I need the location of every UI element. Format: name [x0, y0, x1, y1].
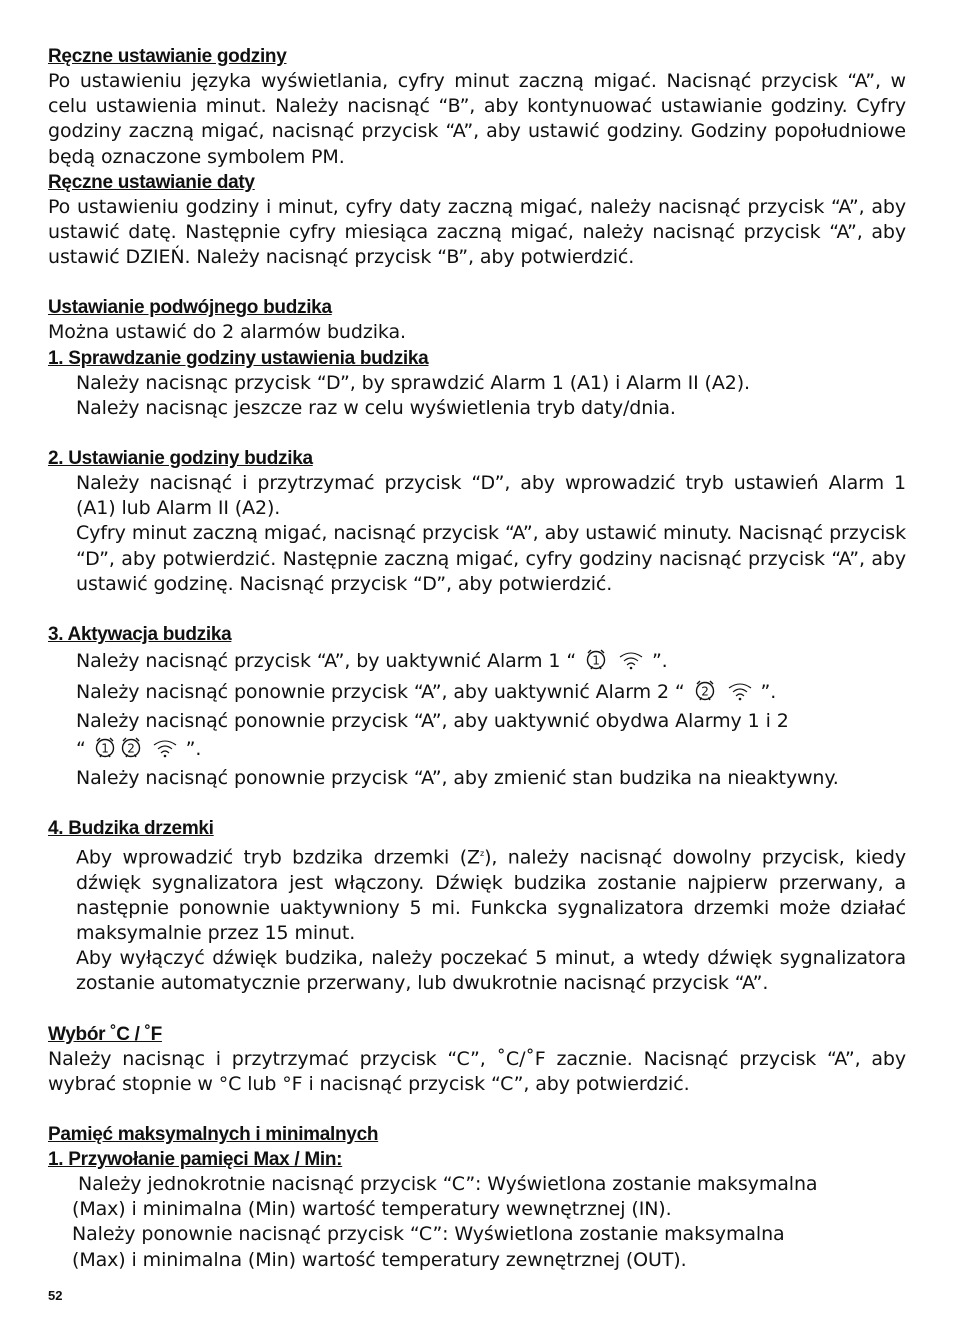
sound-waves-icon: [725, 680, 755, 709]
subheading-set-alarm: 2. Ustawianie godziny budzika: [48, 448, 313, 470]
subheading-recall-max-min: 1. Przywołanie pamięci Max / Min:: [48, 1149, 343, 1171]
section-heading-max-min-memory: Pamięć maksymalnych i minimalnych: [48, 1124, 379, 1146]
manual-date-text: Po ustawieniu godziny i minut, cyfry daty zaczną migać, należy nacisnąć przycisk “A”, aby ustawić datę. Następnie cyfry miesiąca zaczną migać, należy nacisnąć przycisk “A”, aby ustawić DZIEŃ. Należy nacisnąć przycisk “B”, aby potwierdzić.: [48, 195, 906, 269]
temp-unit-text: Należy nacisnąc i przytrzymać przycisk “C”, ˚C/˚F zacznie. Nacisnąć przycisk “A”, aby wybrać stopnie w °C lub °F i nacisnąć przycisk “C”, aby potwierdzić.: [48, 1047, 906, 1095]
snooze-sup: z: [479, 849, 485, 859]
activate-alarm-line-1-text: Należy nacisnąć przycisk “A”, by uaktywnić Alarm 1 “: [76, 650, 577, 673]
alarm-clock-1-icon: [92, 735, 118, 766]
subheading-snooze: 4. Budzika drzemki: [48, 818, 214, 840]
quote-close: ”.: [760, 681, 777, 704]
recall-line-3: Należy ponownie nacisnąć przycisk “C”: Wyświetlona zostanie maksymalna: [72, 1223, 785, 1246]
sound-waves-icon: [616, 649, 646, 678]
page-number: 52: [48, 1288, 63, 1303]
manual-time-text: Po ustawieniu języka wyświetlania, cyfry minut zaczną migać. Nacisnąć przycisk “A”, w celu ustawienia minut. Należy nacisnąć “B”, aby kontynuować ustawianie godziny. Cyfry godziny zaczną migać, nacisnąć przycisk “A”, aby ustawić godziny. Godziny popołudniowe będą oznaczone symbolem PM.: [48, 70, 906, 168]
quote-close: ”.: [185, 737, 202, 760]
svg-text:2: 2: [700, 684, 709, 699]
svg-text:1: 1: [100, 741, 109, 756]
section-heading-manual-time: Ręczne ustawianie godziny: [48, 46, 287, 67]
document-page: [48, 44, 906, 1273]
alarm-clock-2-icon: [118, 735, 144, 766]
subheading-check-alarm: 1. Sprawdzanie godziny ustawienia budzika: [48, 347, 429, 369]
alarm-clock-1-icon: [582, 647, 610, 678]
svg-text:2: 2: [126, 741, 135, 756]
activate-alarm-line-2: [48, 678, 906, 709]
set-alarm-paragraph-2: Cyfry minut zaczną migać, nacisnąć przycisk “A”, aby ustawić minuty. Nacisnąć przycisk “D”, aby potwierdzić. Następnie zaczną migać, cyfry godziny nacisnąć przycisk “A”, aby ustawić godzinę. Nacisnąć przycisk “D”, aby potwierdzić.: [76, 522, 906, 595]
snooze-text-b: ), należy nacisnąć dowolny przycisk, kiedy dźwięk sygnalizatora jest włączony. Dźwięk budzika zostanie najpierw przerwany, a następnie ponownie uaktywniony 5 mi. Funkcka sygnalizatora drzemki może działać maksymalnie przez 15 minut.: [76, 846, 906, 944]
svg-text:1: 1: [592, 653, 600, 668]
recall-line-2: (Max) i minimalna (Min) wartość temperatury wewnętrznej (IN).: [72, 1198, 672, 1221]
activate-alarm-line-3: Należy nacisnąć ponownie przycisk “A”, aby uaktywnić obydwa Alarmy 1 i 2: [76, 710, 789, 733]
recall-line-1: Należy jednokrotnie nacisnąć przycisk “C”: Wyświetlona zostanie maksymalna: [78, 1173, 818, 1196]
check-alarm-line-1: Należy nacisnąc przycisk “D”, by sprawdzić Alarm 1 (A1) i Alarm II (A2).: [76, 371, 750, 394]
section-heading-temp-unit: Wybór ˚C / ˚F: [48, 1023, 162, 1045]
activate-alarm-line-1: [48, 647, 906, 678]
section-heading-manual-date: Ręczne ustawianie daty: [48, 171, 255, 193]
activate-alarm-line-2-text: Należy nacisnąć ponownie przycisk “A”, aby uaktywnić Alarm 2 “: [76, 681, 685, 704]
snooze-paragraph-1: [48, 841, 906, 946]
set-alarm-paragraph-1: Należy nacisnąć i przytrzymać przycisk “D”, aby wprowadzić tryb ustawień Alarm 1 (A1) lub Alarm II (A2).: [76, 472, 906, 520]
activate-alarm-line-5: Należy nacisnąć ponownie przycisk “A”, aby zmienić stan budzika na nieaktywny.: [76, 766, 839, 789]
alarm-clock-2-icon: [691, 678, 719, 709]
check-alarm-line-2: Należy nacisnąc jeszcze raz w celu wyświetlenia tryb daty/dnia.: [76, 396, 676, 419]
quote-close: ”.: [651, 650, 668, 673]
recall-line-4: (Max) i minimalna (Min) wartość temperatury zewnętrznej (OUT).: [72, 1248, 687, 1271]
subheading-activate-alarm: 3. Aktywacja budzika: [48, 624, 232, 646]
section-heading-dual-alarm: Ustawianie podwójnego budzika: [48, 297, 332, 319]
snooze-paragraph-2: Aby wyłączyć dźwięk budzika, należy poczekać 5 minut, a wtedy dźwięk sygnalizatora zostanie automatycznie przerwany, lub dwukrotnie nacisnąć przycisk “A”.: [76, 947, 906, 995]
sound-waves-icon: [150, 737, 180, 766]
activate-alarm-line-4: [48, 735, 906, 766]
quote-open: “: [76, 737, 86, 760]
dual-alarm-intro: Można ustawić do 2 alarmów budzika.: [48, 321, 406, 344]
snooze-text-a: Aby wprowadzić tryb bzdzika drzemki (Z: [76, 846, 480, 869]
